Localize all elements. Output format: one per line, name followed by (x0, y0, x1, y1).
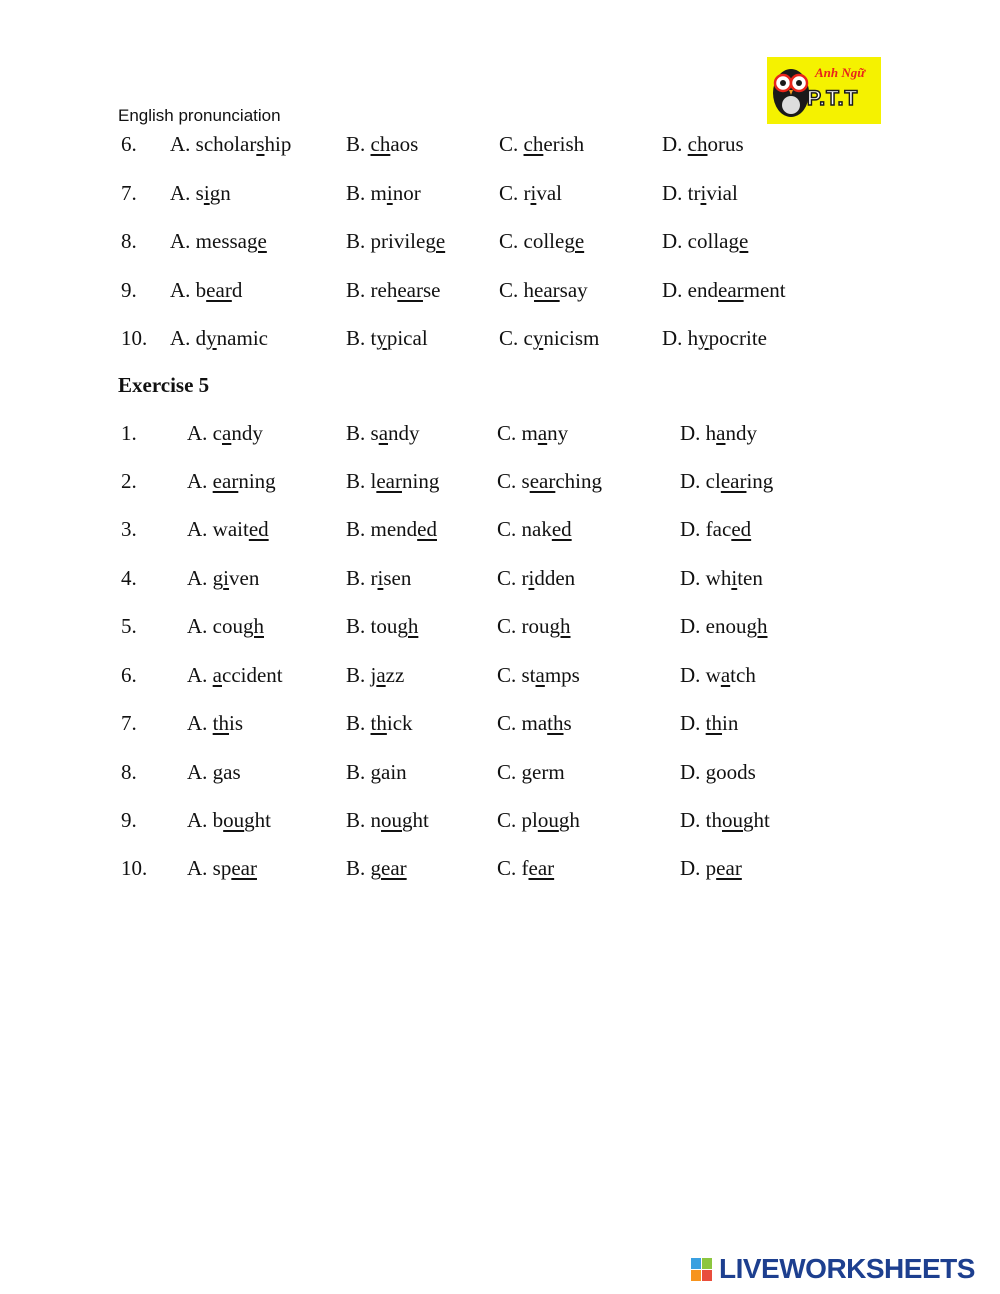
option-text-before: D. (680, 760, 706, 784)
answer-option[interactable] (662, 132, 744, 157)
answer-option[interactable] (497, 469, 602, 494)
option-text-before: B. m (346, 181, 387, 205)
underlined-sound: ear (720, 469, 747, 493)
option-text-after: ning (238, 469, 276, 493)
answer-option[interactable] (187, 614, 264, 639)
question-number: 3. (121, 517, 137, 541)
option-text-before: B. j (346, 663, 377, 687)
answer-option[interactable] (170, 181, 231, 206)
answer-option[interactable] (187, 421, 263, 446)
option-text-before: B. (346, 760, 371, 784)
answer-option[interactable] (497, 711, 572, 736)
answer-option[interactable] (680, 856, 742, 881)
option-text-before: A. messa (170, 229, 247, 253)
option-text-before: A. (187, 760, 213, 784)
answer-option[interactable] (187, 469, 276, 494)
underlined-sound: th (547, 711, 564, 735)
answer-option[interactable] (662, 326, 767, 351)
answer-option[interactable] (187, 517, 269, 542)
underlined-sound: ge (425, 229, 446, 253)
question-number: 8. (121, 229, 137, 253)
option-text-before: A. cou (187, 614, 243, 638)
option-text-before: B. privile (346, 229, 426, 253)
underlined-sound: gh (397, 614, 419, 638)
answer-option[interactable] (187, 711, 243, 736)
option-text-before: A. scholar (170, 132, 257, 156)
underlined-sound: ch (523, 132, 544, 156)
underlined-sound: ge (728, 229, 749, 253)
underlined-sound: ed (551, 517, 572, 541)
underlined-sound: ear (534, 278, 560, 302)
option-text-before: B. (346, 132, 371, 156)
answer-option[interactable] (346, 181, 421, 206)
underlined-sound: y (206, 326, 217, 350)
option-text-before: D. (662, 132, 688, 156)
underlined-sound: a (376, 663, 386, 687)
answer-option[interactable] (346, 278, 440, 303)
underlined-sound: g (705, 760, 717, 784)
option-text-after: ndy (388, 421, 420, 445)
answer-option[interactable] (680, 760, 756, 785)
underlined-sound: a (378, 421, 389, 445)
option-text-before: D. p (680, 856, 717, 880)
answer-option[interactable] (680, 421, 757, 446)
underlined-sound: ear (231, 856, 257, 880)
option-text-before: A. b (187, 808, 224, 832)
option-text-before: D. enou (680, 614, 747, 638)
option-text-after: say (559, 278, 588, 302)
option-text-before: A. (187, 711, 213, 735)
answer-option[interactable] (346, 517, 437, 542)
answer-option[interactable] (170, 278, 242, 303)
option-text-before: C. c (499, 326, 533, 350)
option-text-after: ven (229, 566, 260, 590)
underlined-sound: ge (564, 229, 585, 253)
answer-option[interactable] (187, 663, 283, 688)
answer-option[interactable] (497, 808, 580, 833)
option-text-before: C. r (499, 181, 531, 205)
option-text-before: D. tr (662, 181, 701, 205)
underlined-sound: i (386, 181, 393, 205)
answer-option[interactable] (346, 856, 407, 881)
underlined-sound: gh (243, 614, 264, 638)
option-text-before: A. (187, 663, 213, 687)
option-text-before: A. (187, 469, 213, 493)
answer-option[interactable] (170, 326, 268, 351)
option-text-after: aos (390, 132, 419, 156)
answer-option[interactable] (346, 663, 404, 688)
answer-option[interactable] (662, 229, 748, 254)
option-text-before: C. f (497, 856, 529, 880)
question-number: 10. (121, 856, 148, 880)
page-header: English pronunciation (118, 106, 281, 125)
question-number: 7. (121, 711, 137, 735)
option-text-after: zz (385, 663, 405, 687)
answer-option[interactable] (680, 566, 763, 591)
option-text-before: C. st (497, 663, 536, 687)
option-text-after: se (422, 278, 441, 302)
underlined-sound: i (223, 566, 230, 590)
answer-option[interactable] (662, 181, 738, 206)
answer-option[interactable] (346, 566, 411, 591)
option-text-after: hip (264, 132, 292, 156)
option-text-before: A. g (187, 566, 224, 590)
underlined-sound: a (222, 421, 232, 445)
option-text-before: C. colle (499, 229, 565, 253)
option-text-before: B. l (346, 469, 377, 493)
answer-option[interactable] (346, 229, 445, 254)
answer-option[interactable] (497, 566, 575, 591)
option-text-after: erish (543, 132, 585, 156)
question-number: 5. (121, 614, 137, 638)
underlined-sound: i (700, 181, 707, 205)
answer-option[interactable] (346, 421, 420, 446)
underlined-sound: ed (417, 517, 437, 541)
option-text-after: as (223, 760, 241, 784)
option-text-before: D. end (662, 278, 718, 302)
underlined-sound: g (370, 760, 382, 784)
underlined-sound: y (698, 326, 709, 350)
underlined-sound: ch (687, 132, 708, 156)
underlined-sound: ear (376, 469, 402, 493)
liveworksheets-logo-icon (691, 1258, 713, 1282)
answer-option[interactable] (346, 132, 418, 157)
answer-option[interactable] (497, 856, 554, 881)
option-text-after: dden (534, 566, 576, 590)
option-text-after: ght (402, 808, 429, 832)
liveworksheets-footer (691, 1253, 991, 1287)
exercise-5-title: Exercise 5 (118, 373, 210, 397)
answer-option[interactable] (346, 469, 439, 494)
option-text-after: ick (386, 711, 413, 735)
option-text-after: nicism (543, 326, 600, 350)
underlined-sound: a (535, 663, 545, 687)
option-text-after: ccident (222, 663, 283, 687)
underlined-sound: ou (381, 808, 403, 832)
option-text-before: C. nak (497, 517, 552, 541)
answer-option[interactable] (499, 229, 584, 254)
underlined-sound: ou (223, 808, 245, 832)
answer-option[interactable] (346, 326, 428, 351)
option-text-before: A. c (187, 421, 222, 445)
option-text-after: erm (532, 760, 565, 784)
question-number: 2. (121, 469, 137, 493)
option-text-before: B. mend (346, 517, 418, 541)
question-number: 9. (121, 808, 137, 832)
underlined-sound: ou (722, 808, 743, 832)
option-text-before: D. h (680, 421, 717, 445)
option-text-before: B. tou (346, 614, 398, 638)
option-text-after: is (229, 711, 244, 735)
option-text-before: C. m (497, 421, 538, 445)
underlined-sound: s (256, 132, 265, 156)
option-text-before: C. s (497, 469, 530, 493)
option-text-after: val (536, 181, 562, 205)
answer-option[interactable] (187, 760, 241, 785)
option-text-before: C. h (499, 278, 535, 302)
underlined-sound: y (532, 326, 544, 350)
option-text-after: ny (547, 421, 569, 445)
option-text-before: A. d (170, 326, 207, 350)
underlined-sound: ear (206, 278, 232, 302)
underlined-sound: ou (537, 808, 559, 832)
logo-text-line1: Anh Ngữ (815, 65, 866, 80)
underlined-sound: a (720, 663, 731, 687)
option-text-after: mps (544, 663, 580, 687)
question-number: 6. (121, 663, 137, 687)
option-text-before: D. colla (662, 229, 729, 253)
answer-option[interactable] (497, 614, 571, 639)
question-number: 4. (121, 566, 137, 590)
option-text-before: C. ma (497, 711, 548, 735)
option-text-after: ght (743, 808, 770, 832)
option-text-after: gn (209, 181, 231, 205)
option-text-before: B. s (346, 421, 379, 445)
underlined-sound: ch (370, 132, 391, 156)
underlined-sound: i (203, 181, 210, 205)
option-text-after: ning (401, 469, 440, 493)
option-text-before: C. rou (497, 614, 550, 638)
option-text-before: D. fac (680, 517, 732, 541)
option-text-after: ten (737, 566, 763, 590)
answer-option[interactable] (680, 614, 768, 639)
answer-option[interactable] (680, 808, 770, 833)
school-logo (767, 57, 881, 124)
logo-text-line2: P.T.T (807, 87, 859, 110)
answer-option[interactable] (499, 326, 599, 351)
option-text-before: C. pl (497, 808, 538, 832)
answer-option[interactable] (497, 663, 580, 688)
answer-option[interactable] (680, 663, 756, 688)
answer-option[interactable] (499, 181, 562, 206)
option-text-before: D. cl (680, 469, 721, 493)
answer-option[interactable] (680, 517, 751, 542)
underlined-sound: th (212, 711, 230, 735)
answer-option[interactable] (497, 517, 572, 542)
option-text-before: B. (346, 711, 371, 735)
option-text-before: D. (680, 711, 706, 735)
underlined-sound: i (377, 566, 384, 590)
answer-option[interactable] (187, 856, 257, 881)
option-text-after: tch (730, 663, 756, 687)
option-text-after: vial (706, 181, 738, 205)
option-text-after: ain (381, 760, 407, 784)
answer-option[interactable] (499, 132, 584, 157)
answer-option[interactable] (499, 278, 588, 303)
underlined-sound: i (530, 181, 537, 205)
option-text-before: B. r (346, 566, 378, 590)
answer-option[interactable] (187, 566, 259, 591)
liveworksheets-brand: LIVEWORKSHEETS (719, 1253, 975, 1284)
underlined-sound: ear (397, 278, 423, 302)
underlined-sound: ed (248, 517, 269, 541)
answer-option[interactable] (662, 278, 786, 303)
option-text-before: C. (499, 132, 524, 156)
option-text-after: orus (707, 132, 744, 156)
underlined-sound: y (376, 326, 387, 350)
question-number: 6. (121, 132, 137, 156)
question-number: 7. (121, 181, 137, 205)
option-text-before: D. th (680, 808, 722, 832)
underlined-sound: a (212, 663, 222, 687)
question-number: 8. (121, 760, 137, 784)
underlined-sound: ear (718, 278, 744, 302)
answer-option[interactable] (346, 614, 418, 639)
option-text-after: nor (392, 181, 421, 205)
underlined-sound: ear (529, 469, 556, 493)
option-text-after: ght (244, 808, 272, 832)
underlined-sound: i (528, 566, 535, 590)
option-text-before: C. r (497, 566, 529, 590)
underlined-sound: i (731, 566, 738, 590)
underlined-sound: a (537, 421, 548, 445)
answer-option[interactable] (346, 711, 413, 736)
option-text-after: sen (383, 566, 412, 590)
option-text-after: in (722, 711, 739, 735)
option-text-after: pical (386, 326, 428, 350)
underlined-sound: ear (381, 856, 407, 880)
option-text-before: A. s (170, 181, 204, 205)
answer-option[interactable] (187, 808, 271, 833)
option-text-after: ndy (231, 421, 263, 445)
option-text-after: d (231, 278, 243, 302)
underlined-sound: ear (528, 856, 555, 880)
answer-option[interactable] (680, 469, 773, 494)
answer-option[interactable] (346, 808, 429, 833)
underlined-sound: ed (731, 517, 752, 541)
underlined-sound: th (370, 711, 387, 735)
option-text-after: ndy (725, 421, 757, 445)
option-text-after: oods (716, 760, 756, 784)
option-text-after: s (563, 711, 572, 735)
option-text-before: B. reh (346, 278, 398, 302)
question-number: 9. (121, 278, 137, 302)
underlined-sound: g (521, 760, 533, 784)
underlined-sound: ge (247, 229, 267, 253)
question-number: 1. (121, 421, 137, 445)
option-text-after: pocrite (708, 326, 767, 350)
option-text-before: B. t (346, 326, 377, 350)
question-number: 10. (121, 326, 148, 350)
option-text-after: ing (746, 469, 774, 493)
answer-option[interactable] (497, 421, 568, 446)
option-text-before: D. wh (680, 566, 732, 590)
underlined-sound: a (716, 421, 726, 445)
option-text-after: gh (558, 808, 580, 832)
option-text-before: B. g (346, 856, 382, 880)
option-text-before: A. b (170, 278, 207, 302)
answer-option[interactable] (170, 132, 291, 157)
underlined-sound: gh (549, 614, 571, 638)
option-text-before: D. h (662, 326, 699, 350)
underlined-sound: th (705, 711, 723, 735)
option-text-before: B. n (346, 808, 382, 832)
answer-option[interactable] (346, 760, 407, 785)
option-text-after: ching (555, 469, 602, 493)
option-text-after: ment (743, 278, 786, 302)
answer-option[interactable] (497, 760, 565, 785)
option-text-after: namic (216, 326, 268, 350)
option-text-before: A. wait (187, 517, 249, 541)
underlined-sound: gh (746, 614, 768, 638)
option-text-before: A. sp (187, 856, 232, 880)
underlined-sound: g (212, 760, 224, 784)
option-text-before: D. w (680, 663, 721, 687)
underlined-sound: ear (716, 856, 742, 880)
underlined-sound: ear (212, 469, 239, 493)
answer-option[interactable] (170, 229, 267, 254)
answer-option[interactable] (680, 711, 738, 736)
option-text-before: C. (497, 760, 522, 784)
